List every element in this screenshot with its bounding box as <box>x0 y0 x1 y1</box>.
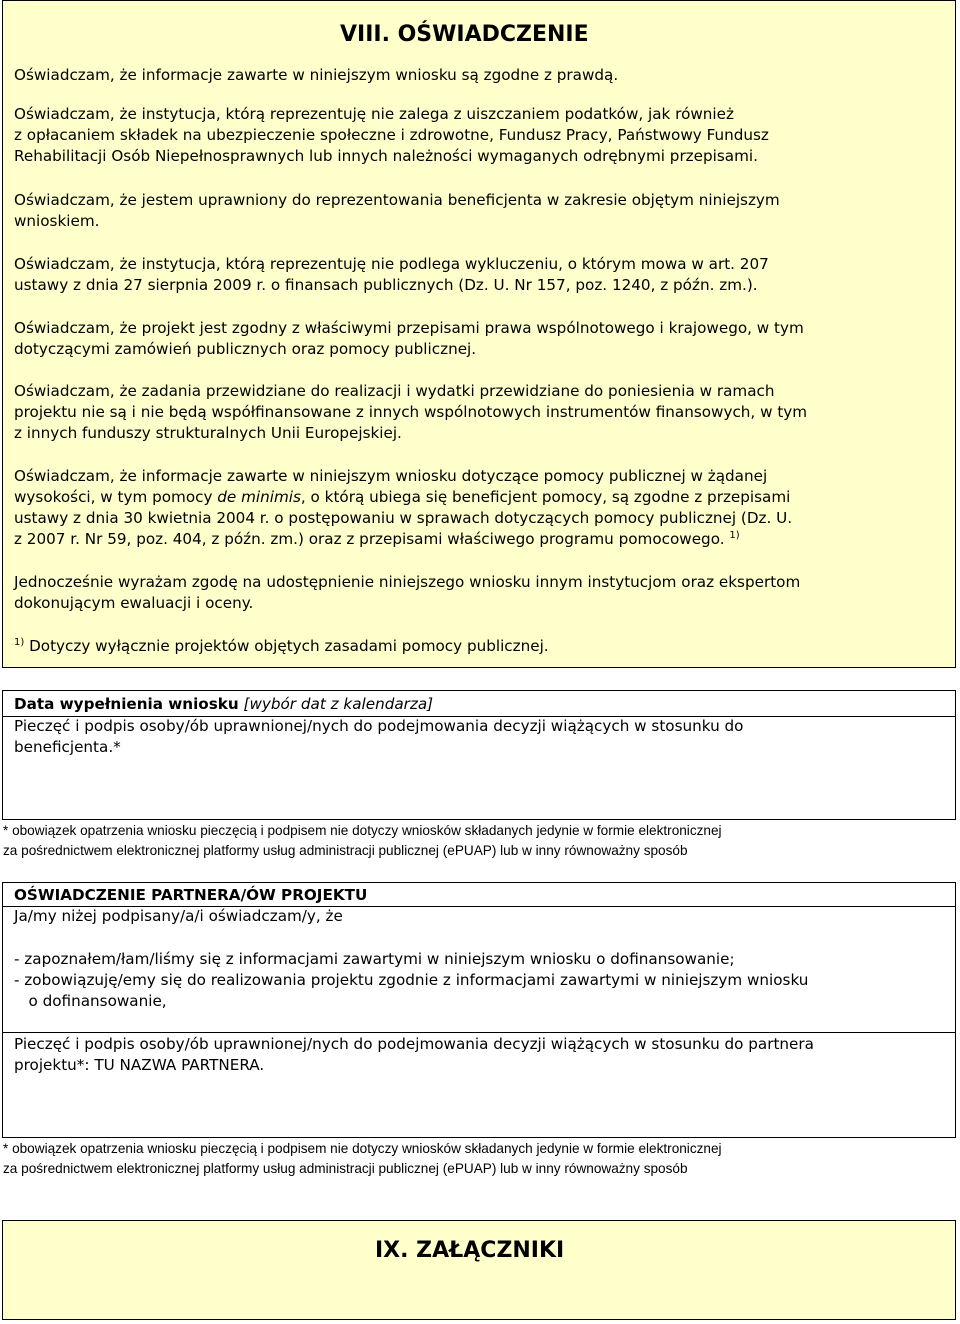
signature-box <box>2 690 956 820</box>
date-row <box>14 694 433 715</box>
footnote-marker: 1) <box>14 637 25 648</box>
declaration-paragraph-1: Oświadczam, że informacje zawarte w niniejszym wniosku są zgodne z prawdą. <box>14 66 619 84</box>
divider <box>3 1032 955 1033</box>
signature-note: * obowiązek opatrzenia wniosku pieczęcią i podpisem nie dotyczy wniosków składanych jedynie w formie elektronicznej za pośrednictwem elektronicznej platformy usług administracji publicznej (ePUAP) lub w inny równoważny sposób <box>3 823 722 858</box>
date-label: Data wypełnienia wniosku <box>14 695 239 713</box>
declaration-paragraph-5: Oświadczam, że projekt jest zgodny z właściwymi przepisami prawa wspólnotowego i krajowego, w tym dotyczącymi zamówień publicznych oraz pomocy publicznej. <box>14 319 804 358</box>
partner-declaration-box <box>2 882 956 1138</box>
deminimis-paragraph: Oświadczam, że informacje zawarte w niniejszym wniosku dotyczące pomocy publicznej w żądanej wysokości, w tym pomocy de minimis, o którą ubiega się beneficjent pomocy, są zgodne z przepisami ustawy z dnia 30 kwietnia 2004 r. o postępowaniu w sprawach dotyczących pomocy publicznej (Dz. U. z 2007 r. Nr 59, poz. 404, z późn. zm.) oraz z przepisami właściwego programu pomocowego. $^{1)}$ <box>14 467 793 548</box>
declaration-paragraph-6: Oświadczam, że zadania przewidziane do realizacji i wydatki przewidziane do poniesienia w ramach projektu nie są i nie będą współfinansowane z innych wspólnotowych instrumentów finansowych, w tym z innych funduszy strukturalnych Unii Europejskiej. <box>14 382 808 442</box>
partner-obligations: - zapoznałem/łam/liśmy się z informacjami zawartymi w niniejszym wniosku o dofinansowanie; - zobowiązuję/emy się do realizowania projektu zgodnie z informacjami zawartymi w niniejszym wniosku o dofinansowanie, <box>14 950 809 1010</box>
footnote: $^{1)}$ Dotyczy wyłącznie projektów objętych zasadami pomocy publicznej. <box>14 637 549 655</box>
partner-title: OŚWIADCZENIE PARTNERA/ÓW PROJEKTU <box>14 886 368 904</box>
section-title: IX. ZAŁĄCZNIKI <box>375 1238 565 1263</box>
date-picker[interactable]: [wybór dat z kalendarza] <box>243 695 434 713</box>
partner-signature-note: * obowiązek opatrzenia wniosku pieczęcią i podpisem nie dotyczy wniosków składanych jedynie w formie elektronicznej za pośrednictwem elektronicznej platformy usług administracji publicznej (ePUAP) lub w inny równoważny sposób <box>3 1141 722 1176</box>
consent-paragraph: Jednocześnie wyrażam zgodę na udostępnienie niniejszego wniosku innym instytucjom oraz ekspertom dokonującym ewaluacji i oceny. <box>14 573 801 612</box>
declaration-paragraph-3: Oświadczam, że jestem uprawniony do reprezentowania beneficjenta w zakresie objętym niniejszym wnioskiem. <box>14 191 780 230</box>
footnote-reference: 1) <box>729 530 740 541</box>
partner-stamp-signature-label: Pieczęć i podpis osoby/ób uprawnionej/nych do podejmowania decyzji wiążących w stosunku do partnera projektu*: TU NAZWA PARTNERA. <box>14 1035 814 1074</box>
stamp-signature-label: Pieczęć i podpis osoby/ób uprawnionej/nych do podejmowania decyzji wiążących w stosunku do beneficjenta.* <box>14 717 744 756</box>
declaration-paragraph-2: Oświadczam, że instytucja, którą reprezentuję nie zalega z uiszczaniem podatków, jak również z opłacaniem składek na ubezpieczenie społeczne i zdrowotne, Fundusz Pracy, Państwowy Fundusz Rehabilitacji Osób Niepełnosprawnych lub innych należności wymaganych odrębnymi przepisami. <box>14 105 769 165</box>
declaration-paragraph-4: Oświadczam, że instytucja, którą reprezentuję nie podlega wykluczeniu, o którym mowa w art. 207 ustawy z dnia 27 sierpnia 2009 r. o finansach publicznych (Dz. U. Nr 157, poz. 1240, z późn. zm.). <box>14 255 769 294</box>
attachments-section <box>2 1220 956 1320</box>
section-title: VIII. OŚWIADCZENIE <box>340 22 589 47</box>
partner-intro: Ja/my niżej podpisany/a/i oświadczam/y, że <box>14 907 343 925</box>
declaration-section <box>2 0 956 668</box>
